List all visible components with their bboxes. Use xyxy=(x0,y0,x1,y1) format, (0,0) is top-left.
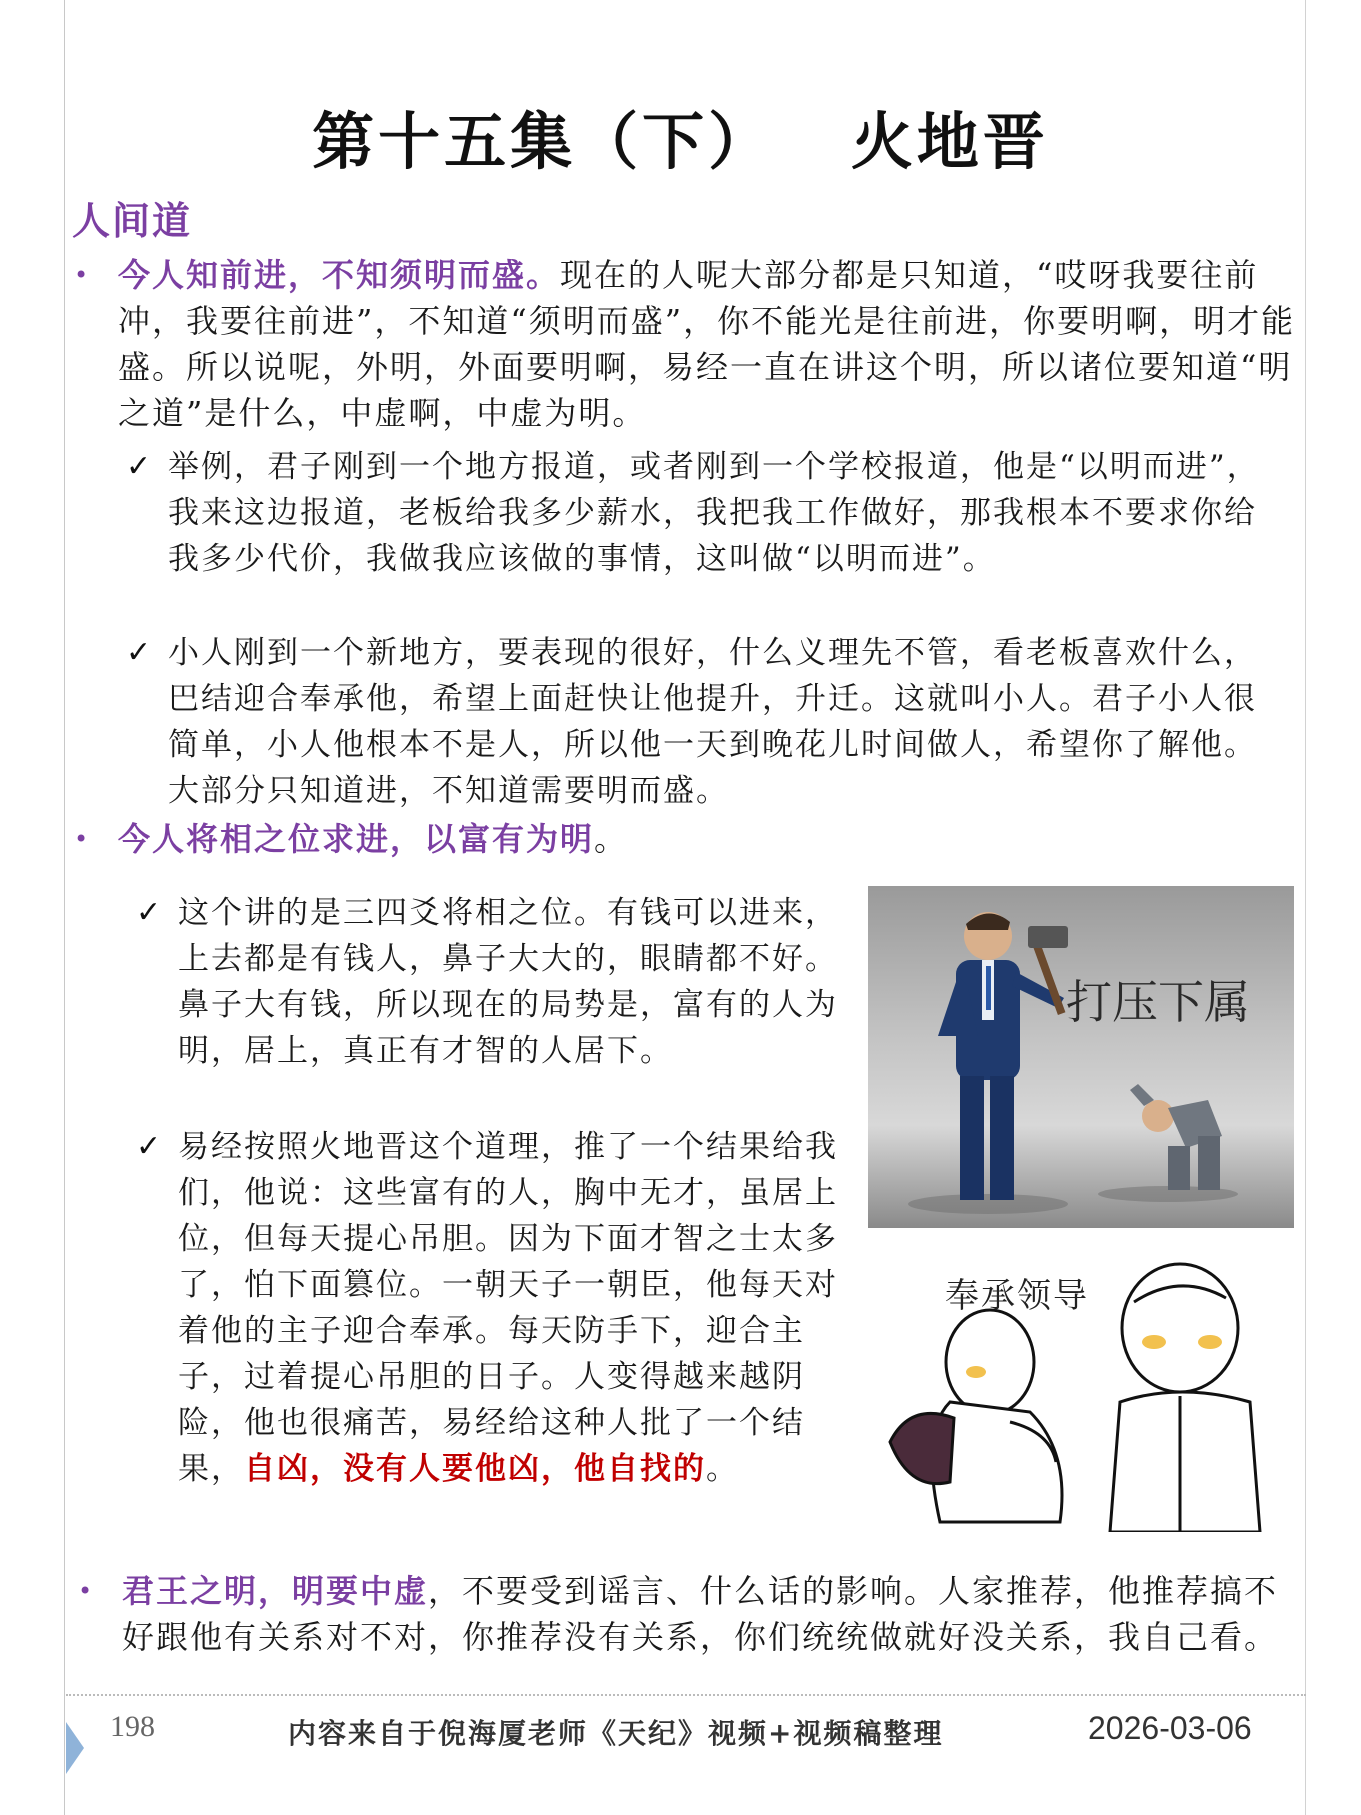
cartoon-caption: 奉承领导 xyxy=(945,1276,1089,1316)
check-text: 这个讲的是三四爻将相之位。有钱可以进来，上去都是有钱人，鼻子大大的，眼睛都不好。鼻子大有钱，所以现在的局势是，富有的人为明，居上，真正有才智的人居下。 xyxy=(178,895,838,1069)
check-icon: ✓ xyxy=(136,895,164,930)
bullet-2-lead: 今人将相之位求进，以富有为明 xyxy=(118,820,595,858)
bullet-dot: • xyxy=(78,1577,95,1605)
bullet-3-lead: 君王之明，明要中虚 xyxy=(122,1572,429,1610)
bullet-2 xyxy=(74,816,1298,862)
bullet-1-body: 现在的人呢大部分都是只知道，“哎呀我要往前冲，我要往前进”，不知道“须明而盛”，你不能光是往前进，你要明啊，明才能盛。所以说呢，外明，外面要明啊，易经一直在讲这个明，所以诸位要知道“明之道”是什么，中虚啊，中虚为明。 xyxy=(118,256,1296,432)
page-number: 198 xyxy=(110,1710,155,1743)
left-margin-rule xyxy=(64,0,65,1815)
bullet-1 xyxy=(74,252,1298,436)
bullet-1-check-1 xyxy=(126,444,1280,582)
check-icon: ✓ xyxy=(126,449,154,484)
bullet-dot: • xyxy=(74,261,91,289)
photo-caption: 打压下属 xyxy=(1066,975,1250,1029)
bullet-1-check-2 xyxy=(126,630,1280,814)
footer-divider xyxy=(66,1694,1306,1696)
bullet-2-check-2 xyxy=(136,1124,850,1492)
bullet-2-tail: 。 xyxy=(594,820,629,858)
check-text: 举例，君子刚到一个地方报道，或者刚到一个学校报道，他是“以明而进”，我来这边报道，老板给我多少薪水，我把我工作做好，那我根本不要求你给我多少代价，我做我应该做的事情，这叫做“以明而进”。 xyxy=(168,449,1260,577)
boss-pressure-illustration xyxy=(868,886,1294,1228)
next-page-arrow-icon[interactable] xyxy=(66,1722,84,1774)
boss-pressure-photo xyxy=(868,886,1294,1228)
bullet-3-body: ，不要受到谣言、什么话的影响。人家推荐，他推荐搞不好跟他有关系对不对，你推荐没有关系，你们统统做就好没关系，我自己看。 xyxy=(122,1572,1279,1656)
flattery-cartoon xyxy=(880,1232,1304,1532)
check-text-emphasis: 自凶，没有人要他凶，他自找的 xyxy=(244,1451,706,1487)
bullet-1-lead: 今人知前进，不知须明而盛。 xyxy=(118,256,561,294)
bullet-dot: • xyxy=(74,825,91,853)
footer-source: 内容来自于倪海厦老师《天纪》视频+视频稿整理 xyxy=(288,1717,944,1750)
check-text: 小人刚到一个新地方，要表现的很好，什么义理先不管，看老板喜欢什么，巴结迎合奉承他，希望上面赶快让他提升，升迁。这就叫小人。君子小人很简单，小人他根本不是人，所以他一天到晚花儿时间做人，希望你了解他。大部分只知道进，不知道需要明而盛。 xyxy=(168,635,1257,809)
check-icon: ✓ xyxy=(126,635,154,670)
bullet-2-check-1 xyxy=(136,890,838,1074)
footer-date: 2026-03-06 xyxy=(1088,1710,1252,1746)
bullet-3 xyxy=(78,1568,1282,1660)
check-icon: ✓ xyxy=(136,1129,164,1164)
check-text-end: 。 xyxy=(706,1451,739,1487)
check-text: 易经按照火地晋这个道理，推了一个结果给我们，他说：这些富有的人，胸中无才，虽居上位，但每天提心吊胆。因为下面才智之士太多了，怕下面篡位。一朝天子一朝臣，他每天对着他的主子迎合奉承。每天防手下，迎合主子，过着提心吊胆的日子。人变得越来越阴险，他也很痛苦，易经给这种人批了一个结果， xyxy=(178,1129,838,1487)
section-heading: 人间道 xyxy=(72,198,193,243)
right-margin-rule xyxy=(1305,0,1306,1815)
page-title: 第十五集（下） 火地晋 xyxy=(312,105,1049,178)
